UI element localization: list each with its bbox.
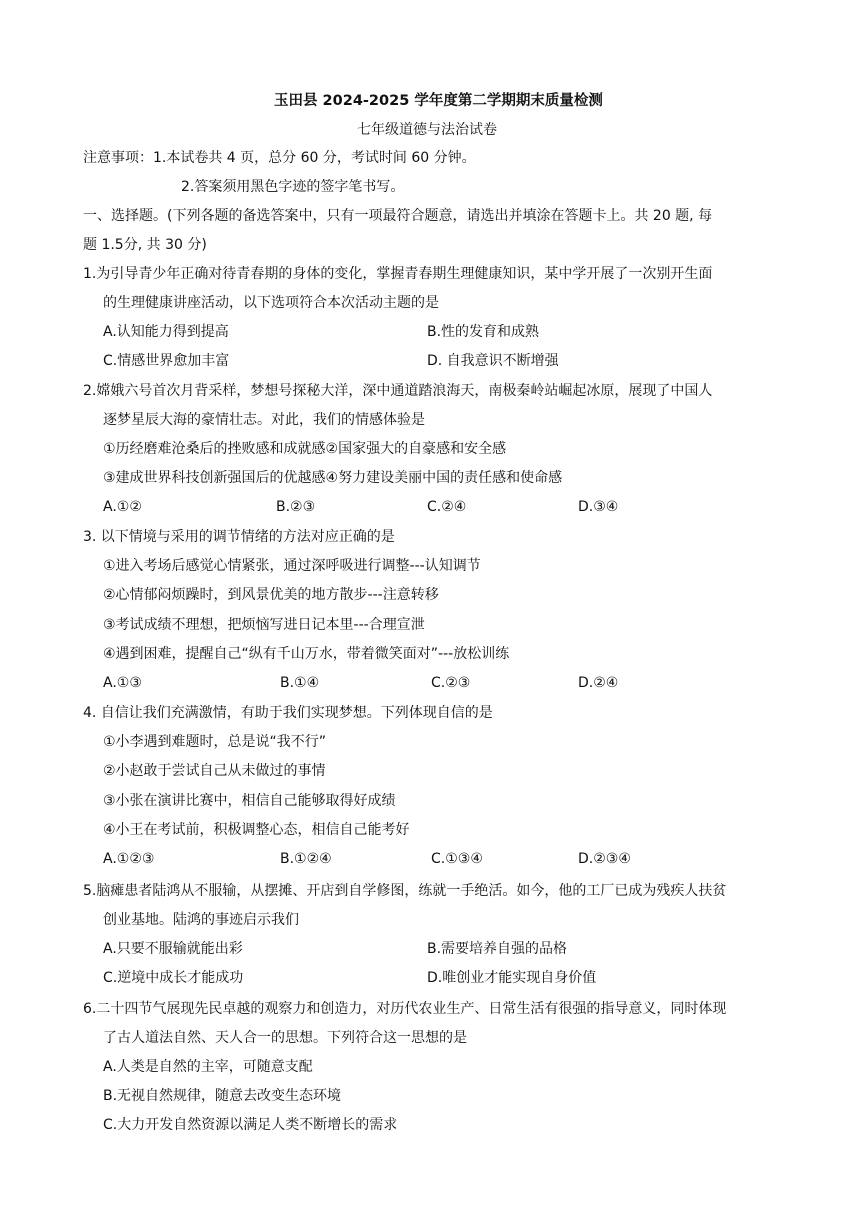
option-d: D. 自我意识不断增强 <box>427 353 559 369</box>
question-stem-cont: 创业基地。陆鸿的事迹启示我们 <box>103 912 299 928</box>
option-b: B.性的发育和成熟 <box>427 324 540 340</box>
option-b: B.①④ <box>280 675 320 691</box>
option-c: C.情感世界愈加丰富 <box>103 353 230 369</box>
statement-item: ②心情郁闷烦躁时，到风景优美的地方散步---注意转移 <box>103 587 439 603</box>
statement-item: ④遇到困难，提醒自己“纵有千山万水，带着微笑面对”---放松训练 <box>103 646 510 662</box>
exam-title: 玉田县 2024-2025 学年度第二学期期末质量检测 <box>274 93 603 109</box>
option-a: A.人类是自然的主宰，可随意支配 <box>103 1059 313 1075</box>
option-d: D.②④ <box>578 675 619 691</box>
option-b: B.②③ <box>276 499 316 515</box>
statement-item: ③建成世界科技创新强国后的优越感④努力建设美丽中国的责任感和使命感 <box>103 470 563 486</box>
option-a: A.只要不服输就能出彩 <box>103 941 243 957</box>
option-b: B.需要培养自强的品格 <box>427 941 568 957</box>
option-c: C.逆境中成长才能成功 <box>103 970 244 986</box>
statement-item: ①进入考场后感觉心情紧张，通过深呼吸进行调整---认知调节 <box>103 558 481 574</box>
option-c: C.②③ <box>431 675 471 691</box>
option-a: A.①② <box>103 499 142 515</box>
question-stem-cont: 逐梦星辰大海的豪情壮志。对此，我们的情感体验是 <box>103 412 425 428</box>
option-c: C.②④ <box>427 499 467 515</box>
statement-item: ②小赵敢于尝试自己从未做过的事情 <box>103 763 326 779</box>
option-d: D.③④ <box>578 499 619 515</box>
statement-item: ①历经磨难沧桑后的挫败感和成就感②国家强大的自豪感和安全感 <box>103 441 507 457</box>
option-d: D.②③④ <box>578 851 631 867</box>
question-stem: 5.脑瘫患者陆鸿从不服输，从摆摊、开店到自学修图，练就一手绝活。如今，他的工厂已成为残疾人扶贫 <box>83 883 727 899</box>
option-d: D.唯创业才能实现自身价值 <box>427 970 597 986</box>
section-heading-cont: 题 1.5分, 共 30 分) <box>83 237 207 253</box>
statement-item: ③小张在演讲比赛中，相信自己能够取得好成绩 <box>103 793 396 809</box>
exam-subtitle: 七年级道德与法治试卷 <box>357 122 497 138</box>
section-heading: 一、选择题。(下列各题的备选答案中，只有一项最符合题意，请选出并填涂在答题卡上。共 20 题, 每 <box>83 208 713 224</box>
statement-item: ③考试成绩不理想，把烦恼写进日记本里---合理宣泄 <box>103 617 425 633</box>
statement-item: ④小王在考试前，积极调整心态，相信自己能考好 <box>103 822 410 838</box>
option-a: A.①②③ <box>103 851 155 867</box>
option-a: A.①③ <box>103 675 142 691</box>
question-stem: 3. 以下情境与采用的调节情绪的方法对应正确的是 <box>83 529 395 545</box>
question-stem-cont: 了古人道法自然、天人合一的思想。下列符合这一思想的是 <box>103 1030 467 1046</box>
question-stem: 2.嫦娥六号首次月背采样，梦想号探秘大洋，深中通道踏浪海天，南极秦岭站崛起冰原，展现了中国人 <box>83 383 713 399</box>
option-c: C.①③④ <box>431 851 483 867</box>
option-b: B.无视自然规律，随意去改变生态环境 <box>103 1088 342 1104</box>
question-stem: 6.二十四节气展现先民卓越的观察力和创造力，对历代农业生产、日常生活有很强的指导意义，同时体现 <box>83 1001 727 1017</box>
notes-line-1: 注意事项：1.本试卷共 4 页，总分 60 分，考试时间 60 分钟。 <box>83 150 476 166</box>
question-stem: 4. 自信让我们充满激情，有助于我们实现梦想。下列体现自信的是 <box>83 705 493 721</box>
question-stem: 1.为引导青少年正确对待青春期的身体的变化，掌握青春期生理健康知识，某中学开展了一次别开生面 <box>83 266 713 282</box>
option-b: B.①②④ <box>280 851 332 867</box>
option-a: A.认知能力得到提高 <box>103 324 229 340</box>
notes-line-2: 2.答案须用黑色字迹的签字笔书写。 <box>181 179 405 195</box>
statement-item: ①小李遇到难题时，总是说“我不行” <box>103 734 327 750</box>
question-stem-cont: 的生理健康讲座活动，以下选项符合本次活动主题的是 <box>103 295 439 311</box>
option-c: C.大力开发自然资源以满足人类不断增长的需求 <box>103 1117 398 1133</box>
